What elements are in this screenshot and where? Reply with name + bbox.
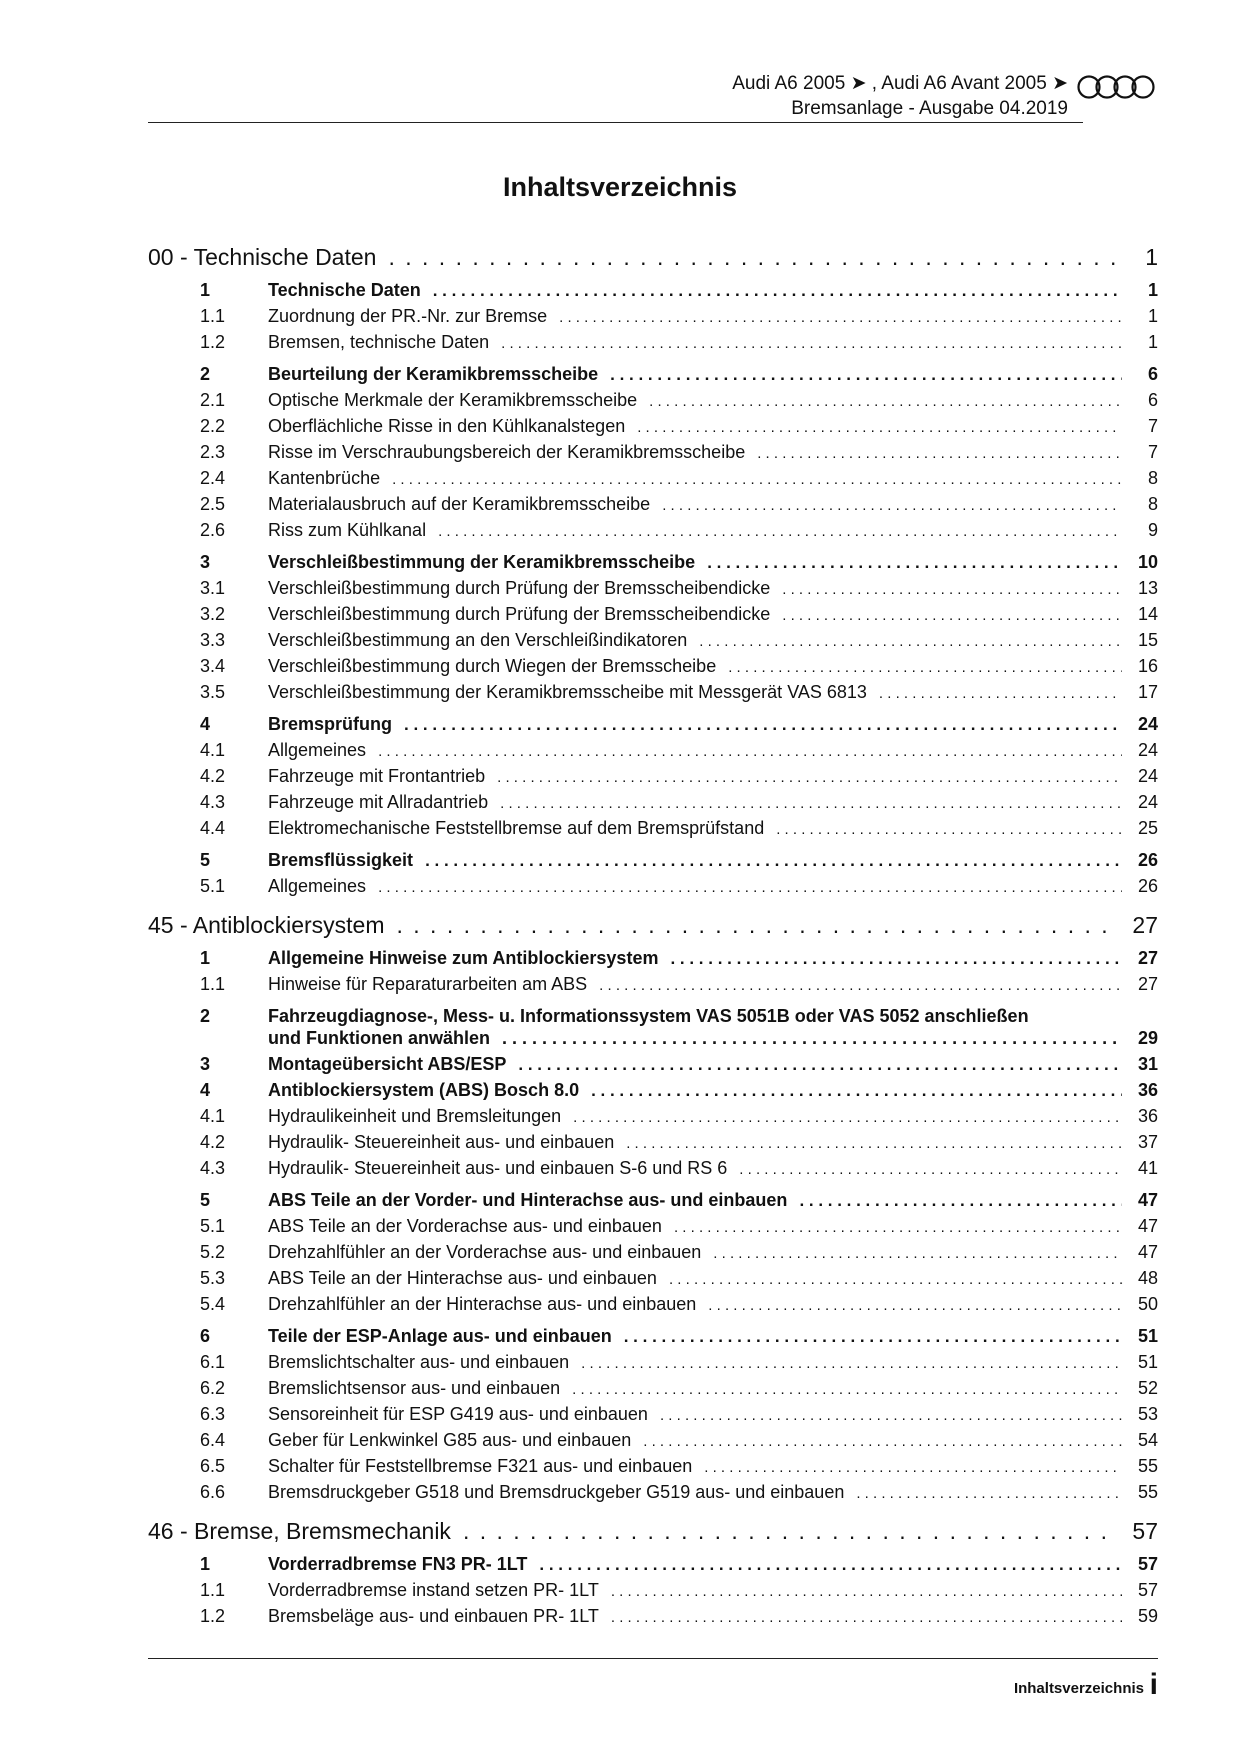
toc-entry-title: Bremsflüssigkeit bbox=[268, 850, 414, 870]
toc-subsection-entry[interactable] bbox=[148, 1242, 1158, 1268]
dot-leader bbox=[404, 715, 1122, 735]
toc-entry-title: Vorderradbremse FN3 PR- 1LT bbox=[268, 1554, 528, 1574]
toc-entry-page: 24 bbox=[1137, 792, 1158, 812]
toc-subsection-entry[interactable] bbox=[148, 332, 1158, 358]
dot-leader bbox=[757, 445, 1122, 462]
toc-entry-title: ABS Teile an der Vorderachse aus- und einbauen bbox=[268, 1216, 662, 1236]
toc-entry-title: Allgemeine Hinweise zum Antiblockiersystem bbox=[268, 948, 659, 968]
toc-entry-number: 1.2 bbox=[200, 332, 226, 352]
toc-entry-number: 1.2 bbox=[200, 1606, 226, 1626]
dot-leader bbox=[637, 419, 1122, 436]
dot-leader bbox=[425, 851, 1122, 871]
toc-entry-page: 53 bbox=[1137, 1404, 1158, 1424]
toc-section-entry[interactable] bbox=[148, 1080, 1158, 1106]
dot-leader bbox=[739, 1161, 1122, 1178]
toc-entry-page: 24 bbox=[1137, 714, 1158, 734]
toc-entry-title: Optische Merkmale der Keramikbremsscheibe bbox=[268, 390, 638, 410]
toc-section-entry[interactable] bbox=[148, 364, 1158, 390]
toc-entry-title: Verschleißbestimmung durch Wiegen der Bremsscheibe bbox=[268, 656, 717, 676]
toc-entry-title: Teile der ESP-Anlage aus- und einbauen bbox=[268, 1326, 612, 1346]
toc-entry-title: Verschleißbestimmung der Keramikbremsscheibe mit Messgerät VAS 6813 bbox=[268, 682, 867, 702]
toc-entry-number: 1.1 bbox=[200, 974, 226, 994]
header-rule bbox=[148, 122, 1083, 123]
dot-leader bbox=[674, 1219, 1122, 1236]
footer-rule bbox=[148, 1658, 1158, 1659]
toc-entry-number: 6.4 bbox=[200, 1430, 226, 1450]
toc-entry-title: Geber für Lenkwinkel G85 aus- und einbauen bbox=[268, 1430, 632, 1450]
dot-leader bbox=[501, 335, 1122, 352]
toc-entry-title: ABS Teile an der Hinterachse aus- und einbauen bbox=[268, 1268, 657, 1288]
toc-entry-page: 36 bbox=[1137, 1080, 1158, 1100]
toc-subsection-entry[interactable] bbox=[148, 416, 1158, 442]
toc-entry-title-cont: und Funktionen anwählen bbox=[268, 1028, 490, 1048]
toc-entry-number: 1 bbox=[200, 948, 211, 968]
toc-entry-page: 1 bbox=[1145, 244, 1158, 270]
toc-entry-number: 4.1 bbox=[200, 740, 226, 760]
toc-entry-title: Schalter für Feststellbremse F321 aus- und einbauen bbox=[268, 1456, 693, 1476]
toc-entry-page: 27 bbox=[1137, 974, 1158, 994]
toc-subsection-entry[interactable] bbox=[148, 1216, 1158, 1242]
toc-subsection-entry[interactable] bbox=[148, 818, 1158, 844]
dot-leader bbox=[643, 1433, 1122, 1450]
toc-entry-title: Verschleißbestimmung durch Prüfung der Bremsscheibendicke bbox=[268, 578, 771, 598]
toc-entry-page: 36 bbox=[1137, 1106, 1158, 1126]
toc-entry-title: Vorderradbremse instand setzen PR- 1LT bbox=[268, 1580, 599, 1600]
toc-entry-title: Elektromechanische Feststellbremse auf dem Bremsprüfstand bbox=[268, 818, 765, 838]
toc-entry-page: 26 bbox=[1137, 876, 1158, 896]
dot-leader bbox=[649, 393, 1122, 410]
dot-leader bbox=[624, 1327, 1122, 1347]
toc-entry-page: 7 bbox=[1147, 416, 1158, 436]
dot-leader bbox=[776, 821, 1122, 838]
toc-entry-title: Riss zum Kühlkanal bbox=[268, 520, 427, 540]
toc-subsection-entry[interactable] bbox=[148, 630, 1158, 656]
toc-entry-number: 3.5 bbox=[200, 682, 226, 702]
toc-entry-page: 57 bbox=[1132, 1518, 1158, 1544]
toc-entry-title: Bremsdruckgeber G518 und Bremsdruckgeber G519 aus- und einbauen bbox=[268, 1482, 845, 1502]
toc-entry-page: 1 bbox=[1147, 280, 1158, 300]
dot-leader bbox=[438, 523, 1122, 540]
toc-entry-page: 16 bbox=[1137, 656, 1158, 676]
dot-leader bbox=[782, 581, 1122, 598]
toc-entry-number: 2.5 bbox=[200, 494, 226, 514]
toc-entry-page: 31 bbox=[1137, 1054, 1158, 1074]
toc-section-entry[interactable] bbox=[148, 280, 1158, 306]
toc-entry-title: Hydraulik- Steuereinheit aus- und einbauen S-6 und RS 6 bbox=[268, 1158, 728, 1178]
toc-entry-title: Bremsprüfung bbox=[268, 714, 393, 734]
toc-entry-number: 4 bbox=[200, 714, 211, 734]
toc-entry-title: Beurteilung der Keramikbremsscheibe bbox=[268, 364, 599, 384]
dot-leader bbox=[572, 1381, 1122, 1398]
toc-entry-number: 5 bbox=[200, 1190, 211, 1210]
toc-entry-number: 1.1 bbox=[200, 306, 226, 326]
toc-entry-page: 9 bbox=[1147, 520, 1158, 540]
dot-leader bbox=[611, 1609, 1122, 1626]
toc-entry-title: Sensoreinheit für ESP G419 aus- und einbauen bbox=[268, 1404, 648, 1424]
dot-leader bbox=[497, 769, 1122, 786]
dot-leader bbox=[518, 1055, 1122, 1075]
toc-entry-number: 4.3 bbox=[200, 792, 226, 812]
toc-section-entry[interactable] bbox=[148, 1554, 1158, 1580]
toc-entry-page: 8 bbox=[1147, 494, 1158, 514]
toc-entry-page: 37 bbox=[1137, 1132, 1158, 1152]
toc-subsection-entry[interactable] bbox=[148, 682, 1158, 708]
dot-leader bbox=[392, 471, 1122, 488]
toc-entry-title: Verschleißbestimmung an den Verschleißindikatoren bbox=[268, 630, 688, 650]
toc-entry-title: Bremsen, technische Daten bbox=[268, 332, 490, 352]
toc-subsection-entry[interactable] bbox=[148, 656, 1158, 682]
toc-entry-title: Risse im Verschraubungsbereich der Keramikbremsscheibe bbox=[268, 442, 746, 462]
toc-entry-title: Bremslichtschalter aus- und einbauen bbox=[268, 1352, 570, 1372]
audi-rings-icon bbox=[1076, 74, 1156, 100]
toc-subsection-entry[interactable] bbox=[148, 1132, 1158, 1158]
dot-leader bbox=[378, 743, 1122, 760]
dot-leader bbox=[388, 244, 1122, 271]
toc-entry-page: 13 bbox=[1137, 578, 1158, 598]
toc-entry-page: 29 bbox=[1137, 1028, 1158, 1048]
toc-section-entry[interactable] bbox=[148, 1006, 1158, 1054]
toc-entry-number: 4.1 bbox=[200, 1106, 226, 1126]
toc-subsection-entry[interactable] bbox=[148, 1106, 1158, 1132]
toc-entry-page: 26 bbox=[1137, 850, 1158, 870]
toc-section-entry[interactable] bbox=[148, 1054, 1158, 1080]
toc-entry-number: 6 bbox=[200, 1326, 211, 1346]
toc-entry-title: Allgemeines bbox=[268, 740, 367, 760]
toc-subsection-entry[interactable] bbox=[148, 306, 1158, 332]
toc-entry-number: 3.1 bbox=[200, 578, 226, 598]
toc-subsection-entry[interactable] bbox=[148, 520, 1158, 546]
toc-entry-number: 6.6 bbox=[200, 1482, 226, 1502]
toc-entry-page: 27 bbox=[1132, 912, 1158, 938]
dot-leader bbox=[463, 1518, 1118, 1545]
toc-entry-page: 1 bbox=[1147, 306, 1158, 326]
dot-leader bbox=[670, 949, 1122, 969]
toc-entry-number: 6.2 bbox=[200, 1378, 226, 1398]
toc-subsection-entry[interactable] bbox=[148, 578, 1158, 604]
toc-chapter-title: 45 - Antiblockiersystem bbox=[148, 912, 385, 938]
dot-leader bbox=[559, 309, 1122, 326]
toc-chapter-entry[interactable] bbox=[148, 912, 1158, 948]
toc-subsection-entry[interactable] bbox=[148, 1158, 1158, 1184]
toc-chapter-entry[interactable] bbox=[148, 244, 1158, 280]
dot-leader bbox=[669, 1271, 1122, 1288]
toc-entry-number: 2.6 bbox=[200, 520, 226, 540]
toc-subsection-entry[interactable] bbox=[148, 390, 1158, 416]
toc-entry-title: Antiblockiersystem (ABS) Bosch 8.0 bbox=[268, 1080, 580, 1100]
toc-subsection-entry[interactable] bbox=[148, 494, 1158, 520]
dot-leader bbox=[626, 1135, 1122, 1152]
toc-section-entry[interactable] bbox=[148, 948, 1158, 974]
toc-subsection-entry[interactable] bbox=[148, 792, 1158, 818]
toc-entry-title: Verschleißbestimmung durch Prüfung der Bremsscheibendicke bbox=[268, 604, 771, 624]
dot-leader bbox=[539, 1555, 1122, 1575]
toc-entry-number: 4.3 bbox=[200, 1158, 226, 1178]
toc-entry-title: Allgemeines bbox=[268, 876, 367, 896]
toc-entry-page: 59 bbox=[1137, 1606, 1158, 1626]
toc-entry-number: 4.4 bbox=[200, 818, 226, 838]
dot-leader bbox=[707, 553, 1122, 573]
toc-entry-title: Drehzahlfühler an der Hinterachse aus- und einbauen bbox=[268, 1294, 697, 1314]
page-title: Inhaltsverzeichnis bbox=[502, 172, 738, 202]
toc-subsection-entry[interactable] bbox=[148, 1482, 1158, 1508]
toc-entry-number: 6.1 bbox=[200, 1352, 226, 1372]
toc-entry-number: 1 bbox=[200, 1554, 211, 1574]
toc-entry-page: 7 bbox=[1147, 442, 1158, 462]
toc-entry-number: 3 bbox=[200, 1054, 211, 1074]
toc-entry-title: ABS Teile an der Vorder- und Hinterachse aus- und einbauen bbox=[268, 1190, 788, 1210]
toc-subsection-entry[interactable] bbox=[148, 1378, 1158, 1404]
toc-chapter-title: 46 - Bremse, Bremsmechanik bbox=[148, 1518, 451, 1544]
toc-entry-page: 6 bbox=[1147, 364, 1158, 384]
toc-entry-page: 51 bbox=[1137, 1352, 1158, 1372]
toc-entry-title: Fahrzeugdiagnose-, Mess- u. Informationssystem VAS 5051B oder VAS 5052 anschließen bbox=[268, 1006, 1029, 1026]
toc-subsection-entry[interactable] bbox=[148, 876, 1158, 902]
toc-chapter-entry[interactable] bbox=[148, 1518, 1158, 1554]
toc-subsection-entry[interactable] bbox=[148, 468, 1158, 494]
dot-leader bbox=[502, 1028, 1122, 1049]
dot-leader bbox=[879, 685, 1122, 702]
dot-leader bbox=[500, 795, 1122, 812]
toc-entry-title: Verschleißbestimmung der Keramikbremsscheibe bbox=[268, 552, 696, 572]
toc-entry-number: 4 bbox=[200, 1080, 211, 1100]
dot-leader bbox=[396, 912, 1118, 939]
toc-section-entry[interactable] bbox=[148, 552, 1158, 578]
dot-leader bbox=[599, 977, 1122, 994]
toc-entry-title: Hinweise für Reparaturarbeiten am ABS bbox=[268, 974, 588, 994]
toc-subsection-entry[interactable] bbox=[148, 740, 1158, 766]
toc-entry-page: 24 bbox=[1137, 740, 1158, 760]
toc-entry-number: 1 bbox=[200, 280, 211, 300]
dot-leader bbox=[378, 879, 1122, 896]
header-edition: Bremsanlage - Ausgabe 04.2019 bbox=[791, 98, 1068, 119]
toc-entry-page: 24 bbox=[1137, 766, 1158, 786]
dot-leader bbox=[728, 659, 1122, 676]
dot-leader bbox=[799, 1191, 1122, 1211]
header-vehicle: Audi A6 2005 ➤ , Audi A6 Avant 2005 ➤ bbox=[732, 73, 1068, 94]
toc-entry-page: 25 bbox=[1137, 818, 1158, 838]
toc-entry-page: 15 bbox=[1137, 630, 1158, 650]
dot-leader bbox=[591, 1081, 1122, 1101]
toc-subsection-entry[interactable] bbox=[148, 1456, 1158, 1482]
toc-entry-page: 6 bbox=[1147, 390, 1158, 410]
toc-entry-title: Kantenbrüche bbox=[268, 468, 381, 488]
dot-leader bbox=[662, 497, 1122, 514]
toc-entry-page: 57 bbox=[1137, 1580, 1158, 1600]
toc-entry-page: 27 bbox=[1137, 948, 1158, 968]
toc-entry-page: 55 bbox=[1137, 1482, 1158, 1502]
toc-entry-number: 2.1 bbox=[200, 390, 226, 410]
toc-entry-page: 47 bbox=[1137, 1190, 1158, 1210]
toc-entry-page: 47 bbox=[1137, 1216, 1158, 1236]
toc-subsection-entry[interactable] bbox=[148, 1294, 1158, 1320]
toc-entry-number: 5 bbox=[200, 850, 211, 870]
toc-entry-number: 4.2 bbox=[200, 1132, 226, 1152]
toc-entry-page: 52 bbox=[1137, 1378, 1158, 1398]
toc-subsection-entry[interactable] bbox=[148, 974, 1158, 1000]
toc-section-entry[interactable] bbox=[148, 714, 1158, 740]
toc-entry-number: 2 bbox=[200, 1006, 211, 1026]
toc-entry-page: 1 bbox=[1147, 332, 1158, 352]
toc-entry-title: Bremsbeläge aus- und einbauen PR- 1LT bbox=[268, 1606, 599, 1626]
toc-entry-number: 2.3 bbox=[200, 442, 226, 462]
toc-entry-title: Zuordnung der PR.-Nr. zur Bremse bbox=[268, 306, 548, 326]
toc-entry-page: 47 bbox=[1137, 1242, 1158, 1262]
dot-leader bbox=[856, 1485, 1122, 1502]
toc-entry-number: 5.1 bbox=[200, 876, 226, 896]
toc-entry-number: 3.3 bbox=[200, 630, 226, 650]
toc-entry-number: 2.2 bbox=[200, 416, 226, 436]
toc-entry-number: 6.5 bbox=[200, 1456, 226, 1476]
toc-subsection-entry[interactable] bbox=[148, 604, 1158, 630]
dot-leader bbox=[713, 1245, 1122, 1262]
dot-leader bbox=[708, 1297, 1122, 1314]
toc-entry-number: 4.2 bbox=[200, 766, 226, 786]
toc-entry-number: 2 bbox=[200, 364, 211, 384]
toc-subsection-entry[interactable] bbox=[148, 1404, 1158, 1430]
dot-leader bbox=[699, 633, 1122, 650]
toc-entry-page: 48 bbox=[1137, 1268, 1158, 1288]
toc-subsection-entry[interactable] bbox=[148, 1580, 1158, 1606]
toc-entry-page: 14 bbox=[1137, 604, 1158, 624]
toc-entry-page: 41 bbox=[1137, 1158, 1158, 1178]
toc-subsection-entry[interactable] bbox=[148, 1430, 1158, 1456]
toc-entry-number: 1.1 bbox=[200, 1580, 226, 1600]
toc-entry-number: 3.4 bbox=[200, 656, 226, 676]
dot-leader bbox=[581, 1355, 1122, 1372]
dot-leader bbox=[782, 607, 1122, 624]
toc-entry-number: 5.3 bbox=[200, 1268, 226, 1288]
footer-page-number: i bbox=[1149, 1668, 1158, 1701]
toc-entry-number: 6.3 bbox=[200, 1404, 226, 1424]
dot-leader bbox=[660, 1407, 1122, 1424]
toc-section-entry[interactable] bbox=[148, 850, 1158, 876]
toc-entry-number: 3.2 bbox=[200, 604, 226, 624]
toc-subsection-entry[interactable] bbox=[148, 1268, 1158, 1294]
toc-entry-page: 17 bbox=[1137, 682, 1158, 702]
toc-entry-title: Technische Daten bbox=[268, 280, 421, 300]
toc-entry-page: 57 bbox=[1137, 1554, 1158, 1574]
toc-chapter-title: 00 - Technische Daten bbox=[148, 244, 377, 270]
toc-subsection-entry[interactable] bbox=[148, 442, 1158, 468]
toc-entry-page: 50 bbox=[1137, 1294, 1158, 1314]
toc-subsection-entry[interactable] bbox=[148, 1606, 1158, 1632]
toc-entry-page: 51 bbox=[1137, 1326, 1158, 1346]
toc-entry-title: Fahrzeuge mit Frontantrieb bbox=[268, 766, 486, 786]
toc-entry-title: Bremslichtsensor aus- und einbauen bbox=[268, 1378, 561, 1398]
toc-entry-title: Fahrzeuge mit Allradantrieb bbox=[268, 792, 489, 812]
toc-entry-number: 3 bbox=[200, 552, 211, 572]
toc-entry-number: 5.1 bbox=[200, 1216, 226, 1236]
table-of-contents bbox=[148, 244, 1158, 1632]
toc-entry-number: 5.2 bbox=[200, 1242, 226, 1262]
toc-entry-title: Materialausbruch auf der Keramikbremsscheibe bbox=[268, 494, 651, 514]
dot-leader bbox=[704, 1459, 1122, 1476]
toc-entry-title: Hydraulikeinheit und Bremsleitungen bbox=[268, 1106, 562, 1126]
toc-section-entry[interactable] bbox=[148, 1190, 1158, 1216]
toc-entry-number: 5.4 bbox=[200, 1294, 226, 1314]
toc-entry-title: Hydraulik- Steuereinheit aus- und einbauen bbox=[268, 1132, 615, 1152]
dot-leader bbox=[610, 365, 1122, 385]
dot-leader bbox=[611, 1583, 1122, 1600]
dot-leader bbox=[433, 281, 1122, 301]
dot-leader bbox=[573, 1109, 1122, 1126]
toc-subsection-entry[interactable] bbox=[148, 1352, 1158, 1378]
toc-entry-title: Drehzahlfühler an der Vorderachse aus- und einbauen bbox=[268, 1242, 702, 1262]
toc-section-entry[interactable] bbox=[148, 1326, 1158, 1352]
toc-subsection-entry[interactable] bbox=[148, 766, 1158, 792]
toc-entry-page: 55 bbox=[1137, 1456, 1158, 1476]
toc-entry-page: 8 bbox=[1147, 468, 1158, 488]
toc-entry-number: 2.4 bbox=[200, 468, 226, 488]
toc-entry-page: 10 bbox=[1137, 552, 1158, 572]
footer-label: Inhaltsverzeichnis bbox=[1013, 1680, 1144, 1697]
toc-entry-title: Oberflächliche Risse in den Kühlkanalstegen bbox=[268, 416, 626, 436]
toc-entry-page: 54 bbox=[1137, 1430, 1158, 1450]
toc-entry-title: Montageübersicht ABS/ESP bbox=[268, 1054, 507, 1074]
